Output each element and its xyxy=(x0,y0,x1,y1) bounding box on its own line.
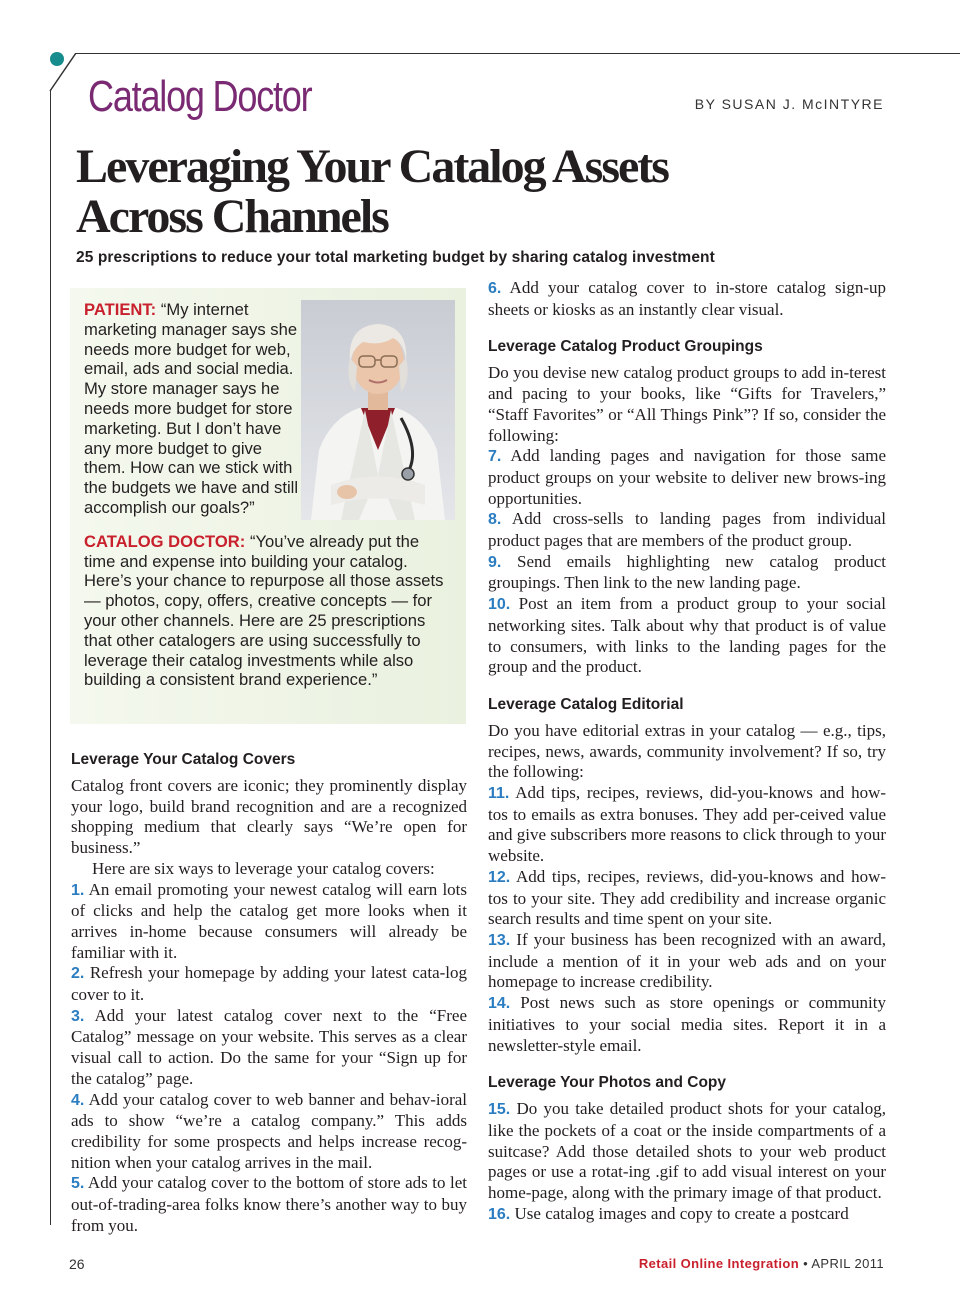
list-item: 14. Post news such as store openings or community initiatives to your social media sites. Report it in a newsletter-style email. xyxy=(488,993,887,1055)
page-number: 26 xyxy=(69,1256,85,1272)
list-item: 3. Add your latest catalog cover next to the “Free Catalog” message on your website. This serves as a clear visual call to action. Do the same for your “Sign up for the catalog” page. xyxy=(71,1005,467,1088)
subhead-editorial: Leverage Catalog Editorial xyxy=(488,695,684,713)
list-item: 2. Refresh your homepage by adding your latest cata-log cover to it. xyxy=(71,963,468,1005)
doctor-label: CATALOG DOCTOR: xyxy=(84,531,246,551)
publication-name: Retail Online Integration xyxy=(638,1256,800,1271)
doctor-paragraph xyxy=(84,532,444,690)
list-item: 4. Add your catalog cover to web banner and behav-ioral ads to show “we’re a catalog company.” This adds credibility for some prospects and helps increase recog-nition when your catalog arrives in the mail. xyxy=(71,1089,468,1172)
patient-paragraph xyxy=(84,300,300,518)
right-column xyxy=(488,278,886,1225)
list-item: 1. An email promoting your newest catalog will earn lots of clicks and help the catalog get more looks when it arrives in-home because consumers will already be familiar with it. xyxy=(71,879,468,962)
list-item: 5. Add your catalog cover to the bottom of store ads to let out-of-trading-area folks know there’s another way to buy from you. xyxy=(71,1173,467,1235)
headline-line-1: Leveraging Your Catalog Assets xyxy=(76,140,668,193)
headline-line-2: Across Channels xyxy=(76,190,388,243)
publication-footer xyxy=(639,1256,884,1271)
headline xyxy=(76,142,796,242)
list-item: 13. If your business has been recognized with an award, include a mention of it in your web ads and on your homepage to increase credibility. xyxy=(488,929,886,992)
sidebar-text xyxy=(84,300,454,690)
covers-intro: Catalog front covers are iconic; they prominently display your logo, build brand recognition and are a recognized shopping medium that clearly says “We’re open for business.” xyxy=(71,776,467,858)
deck: 25 prescriptions to reduce your total marketing budget by sharing catalog investment xyxy=(76,249,715,266)
groupings-intro: Do you devise new catalog product groups to add in-terest and pacing to your books, like “Gifts for Travelers,” “Staff Favorites” or “All Things Pink”? If so, consider the following: xyxy=(488,363,886,445)
list-item: 8. Add cross-sells to landing pages from individual product pages that are members of the product group. xyxy=(488,509,886,551)
left-column xyxy=(71,750,467,1236)
footer-separator: • xyxy=(803,1256,809,1271)
frame-corner xyxy=(48,53,88,93)
list-item: 15. Do you take detailed product shots for your catalog, like the pockets of a coat or the inside compartments of a suitcase? Add those detailed shots to your web product pages or use a rotat-ing .gif to add visual interest on your home-page, along with the primary image of that product. xyxy=(488,1099,886,1203)
patient-label: PATIENT: xyxy=(84,300,157,319)
byline: BY SUSAN J. McINTYRE xyxy=(694,96,884,112)
subhead-photos: Leverage Your Photos and Copy xyxy=(488,1074,727,1092)
frame-rule-left xyxy=(50,90,51,1225)
frame-rule-top xyxy=(76,53,960,54)
list-item: 7. Add landing pages and navigation for those same product groups on your website to deliver new brows-ing opportunities. xyxy=(488,446,887,508)
section-name: Catalog Doctor xyxy=(88,72,312,121)
doctor-text: “You’ve already put the time and expense into building your catalog. Here’s your chance to repurpose all those assets — photos, copy, offers, creative concepts — for your other channels. Here are 25 prescriptions that other catalogers are using successfully to leverage their catalog investments while also building a consistent brand experience.” xyxy=(84,531,444,690)
editorial-intro: Do you have editorial extras in your catalog — e.g., tips, recipes, news, awards, community involvement? If so, try the following: xyxy=(488,720,886,782)
list-item: 16. Use catalog images and copy to create a postcard xyxy=(488,1203,849,1223)
subhead-groupings: Leverage Catalog Product Groupings xyxy=(488,338,763,356)
list-item: 12. Add tips, recipes, reviews, did-you-knows and how-tos to your site. They add credibility and increase organic search results and time spent on your site. xyxy=(488,866,887,929)
covers-lead: Here are six ways to leverage your catalog covers: xyxy=(92,858,435,878)
subhead-covers: Leverage Your Catalog Covers xyxy=(71,751,296,768)
list-item: 11. Add tips, recipes, reviews, did-you-knows and how-tos to emails as extra bonuses. They add per-ceived value and give subscribers more reasons to click through to your website. xyxy=(488,783,887,866)
issue-date: APRIL 2011 xyxy=(811,1256,884,1271)
list-item: 9. Send emails highlighting new catalog product groupings. Then link to the new landing page. xyxy=(488,551,887,593)
patient-text: “My internet marketing manager says she needs more budget for web, email, ads and social media. My store manager says he needs more budget for store marketing. But I don’t have any more budget to give them. How can we stick with the budgets we have and still accomplish our goals?” xyxy=(84,300,299,517)
list-item: 10. Post an item from a product group to your social networking sites. Talk about why that product is of value to consumers, with links to the landing pages for the group and the product. xyxy=(488,594,887,677)
list-item: 6. Add your catalog cover to in-store catalog sign-up sheets or kiosks as an instantly clear visual. xyxy=(488,278,886,319)
